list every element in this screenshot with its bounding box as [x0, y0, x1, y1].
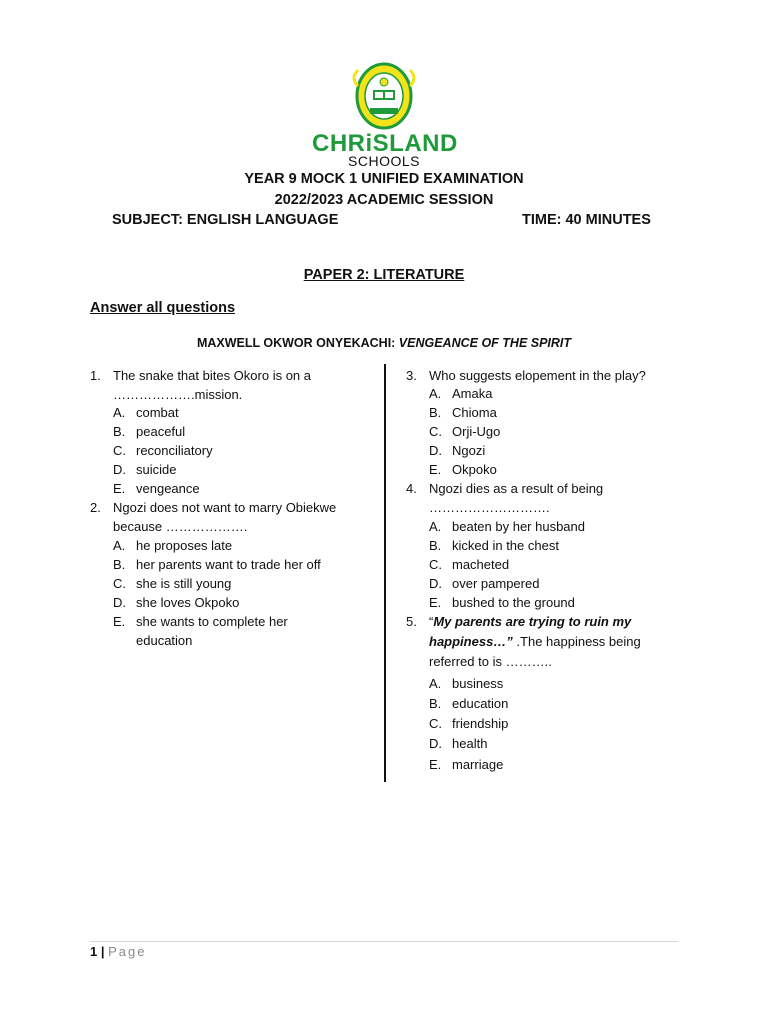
option-text: she is still young	[136, 576, 232, 591]
question-number: 2.	[90, 500, 101, 515]
footer-divider	[90, 941, 678, 942]
option-letter: B.	[113, 424, 126, 439]
option-letter: B.	[429, 405, 442, 420]
option-letter: E.	[429, 757, 442, 772]
option-letter: D.	[113, 595, 126, 610]
option-text: business	[452, 676, 504, 691]
school-crest-icon	[300, 60, 468, 135]
option-letter: C.	[429, 424, 442, 439]
option-letter: C.	[113, 576, 126, 591]
option-letter: B.	[429, 538, 442, 553]
play-author: MAXWELL OKWOR ONYEKACHI:	[196, 336, 399, 350]
option-text: peaceful	[136, 424, 186, 439]
option-letter: D.	[429, 443, 442, 458]
option-text: she wants to complete her education	[136, 614, 288, 648]
option-letter: A.	[429, 386, 442, 401]
option-text: he proposes late	[136, 538, 233, 553]
option-text: she loves Okpoko	[136, 595, 240, 610]
question-number: 5.	[406, 614, 417, 629]
option-text: education	[452, 696, 509, 711]
school-logo-name: CHRiSLAND	[312, 130, 458, 157]
time-label: TIME: 40 MINUTES	[522, 212, 651, 228]
school-logo-sub: SCHOOLS	[348, 153, 420, 169]
play-title: VENGEANCE OF THE SPIRIT	[398, 336, 572, 350]
page-footer	[90, 944, 146, 959]
option-letter: A.	[429, 519, 442, 534]
question-number: 4.	[406, 481, 417, 496]
play-heading	[0, 336, 768, 350]
option-letter: B.	[429, 696, 442, 711]
option-text: macheted	[452, 557, 510, 572]
subject-label: SUBJECT: ENGLISH LANGUAGE	[112, 212, 339, 228]
paper-title: PAPER 2: LITERATURE	[303, 267, 465, 283]
option-letter: C.	[429, 716, 442, 731]
option-text: Ngozi	[452, 443, 486, 458]
question-quote: My parents are trying to ruin my happiness…”	[429, 614, 632, 649]
option-text: over pampered	[452, 576, 540, 591]
option-letter: D.	[429, 736, 442, 751]
option-text: reconciliatory	[136, 443, 213, 458]
instruction: Answer all questions	[90, 300, 236, 316]
option-letter: D.	[113, 462, 126, 477]
option-text: bushed to the ground	[452, 595, 575, 610]
option-text: suicide	[136, 462, 177, 477]
option-letter: A.	[429, 676, 442, 691]
session-title: 2022/2023 ACADEMIC SESSION	[274, 192, 494, 208]
option-letter: E.	[113, 614, 126, 629]
option-text: Orji-Ugo	[452, 424, 501, 439]
option-letter: E.	[429, 462, 442, 477]
question-stem: The snake that bites Okoro is on a ……………….mission.	[113, 368, 311, 402]
page-number: 1	[90, 944, 98, 959]
option-text: health	[452, 736, 488, 751]
option-text: Okpoko	[452, 462, 497, 477]
option-letter: A.	[113, 405, 126, 420]
question-stem: Who suggests elopement in the play?	[429, 368, 646, 383]
option-text: friendship	[452, 716, 509, 731]
option-letter: E.	[113, 481, 126, 496]
option-text: combat	[136, 405, 179, 420]
exam-title: YEAR 9 MOCK 1 UNIFIED EXAMINATION	[244, 171, 524, 187]
option-letter: B.	[113, 557, 126, 572]
option-text: beaten by her husband	[452, 519, 585, 534]
question-number: 3.	[406, 368, 417, 383]
option-text: her parents want to trade her off	[136, 557, 321, 572]
question-stem: Ngozi dies as a result of being ……………………….	[429, 481, 604, 515]
option-text: vengeance	[136, 481, 200, 496]
page-word: Page	[108, 944, 147, 959]
option-letter: D.	[429, 576, 442, 591]
option-text: Amaka	[452, 386, 493, 401]
question-stem-rest: .The happiness being referred to is ………..	[429, 634, 641, 669]
question-stem: “My parents are trying to ruin my happiness…” .The happiness being referred to is ………..	[429, 614, 641, 669]
option-letter: C.	[429, 557, 442, 572]
question-number: 1.	[90, 368, 101, 383]
option-text: Chioma	[452, 405, 497, 420]
option-letter: C.	[113, 443, 126, 458]
option-text: marriage	[452, 757, 504, 772]
page-separator: |	[97, 944, 109, 959]
question-stem: Ngozi does not want to marry Obiekwe because ……………….	[113, 500, 337, 534]
option-letter: E.	[429, 595, 442, 610]
column-divider	[384, 364, 386, 782]
option-letter: A.	[113, 538, 126, 553]
option-text: kicked in the chest	[452, 538, 559, 553]
